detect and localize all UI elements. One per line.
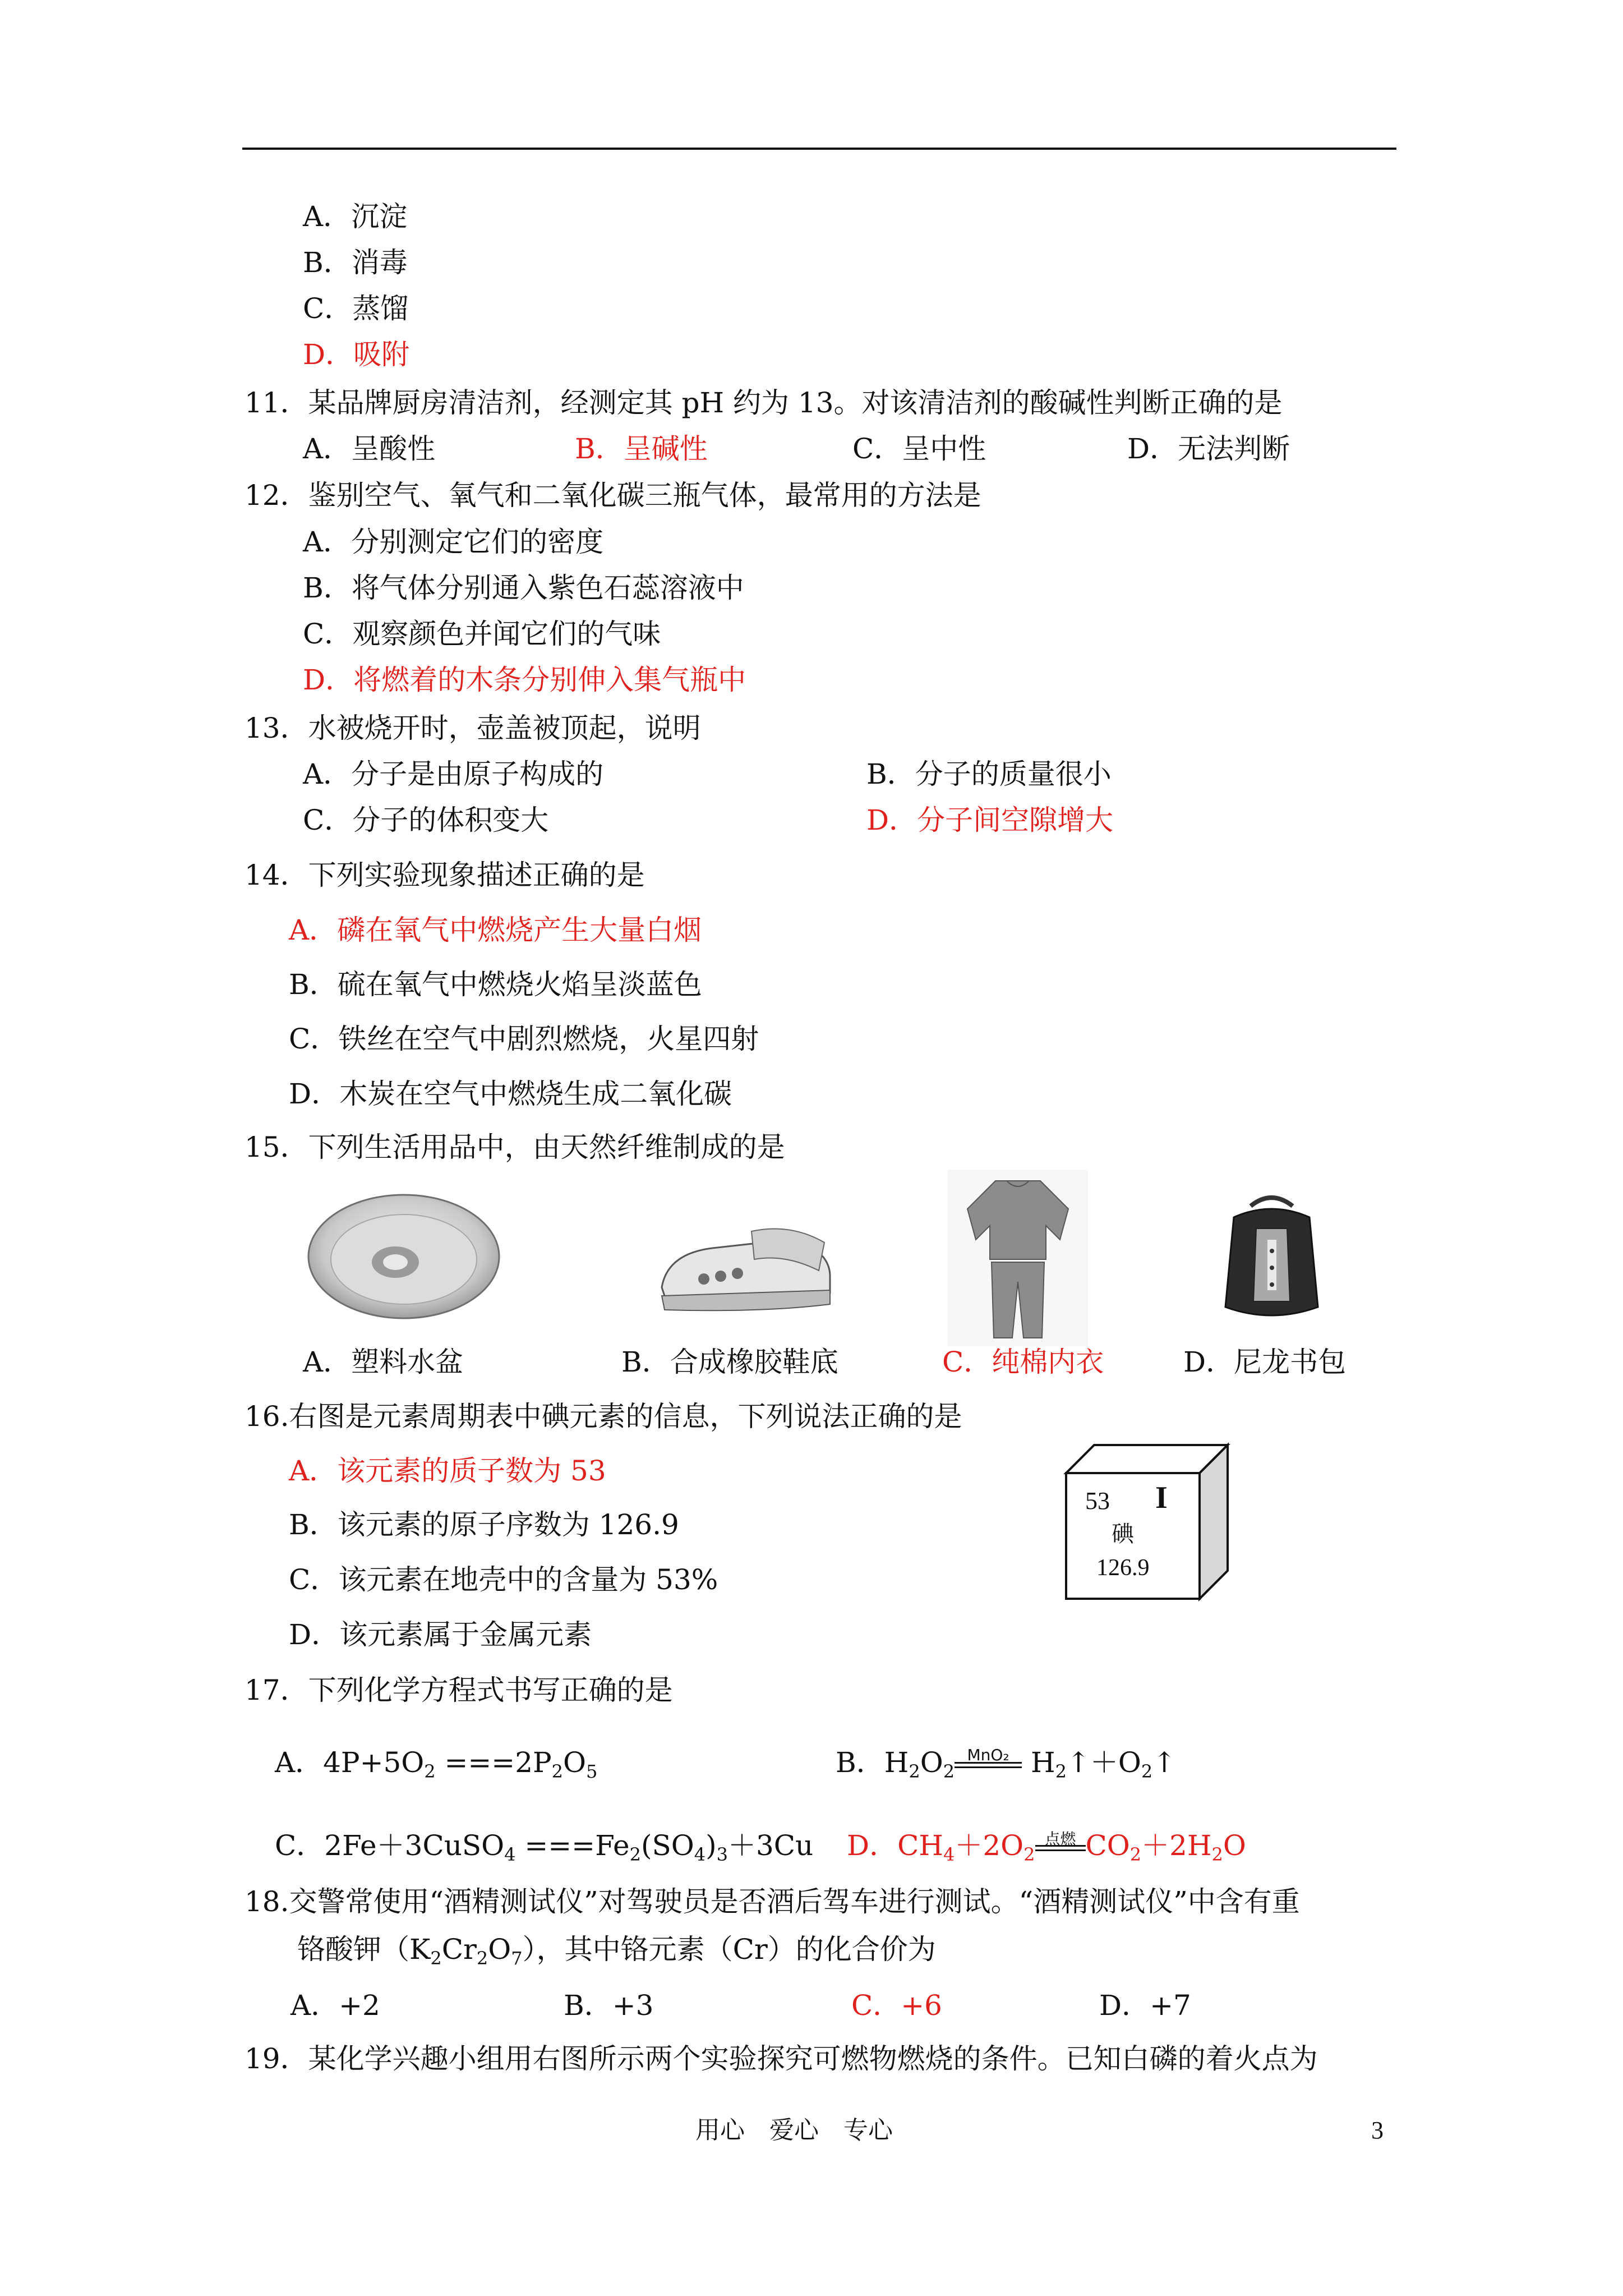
q14-option-b: B．硫在氧气中燃烧火焰呈淡蓝色 (289, 968, 702, 1001)
q16-option-b: B．该元素的原子序数为 126.9 (289, 1508, 679, 1541)
q10-option-d: D．吸附 (303, 338, 410, 371)
q17-d-condition: 点燃 (1044, 1829, 1076, 1848)
iodine-atomic-number: 53 (1085, 1487, 1110, 1515)
header-rule (242, 148, 1396, 150)
q18-stem-line2: 铬酸钾$(K_2Cr_2O_7)$，其中铬元素（Cr）的化合价为 (297, 1933, 936, 1969)
cotton-underwear-image (948, 1170, 1088, 1346)
q13-option-d: D．分子间空隙增大 (866, 804, 1114, 836)
q15-stem: 15．下列生活用品中，由天然纤维制成的是 (245, 1131, 785, 1163)
q12-option-b: B．将气体分别通入紫色石蕊溶液中 (303, 572, 744, 604)
q11-option-c: C．呈中性 (852, 432, 986, 465)
rubber-shoe-image (651, 1220, 836, 1315)
page-number: 3 (1371, 2116, 1384, 2144)
q18-option-a: A．+2 (291, 1989, 380, 2022)
q18-option-b: B．+3 (564, 1989, 654, 2022)
iodine-symbol: I (1155, 1480, 1168, 1515)
iodine-name: 碘 (1112, 1521, 1134, 1547)
footer-motto: 用心 爱心 专心 (695, 2116, 893, 2145)
q12-stem: 12．鉴别空气、氧气和二氧化碳三瓶气体，最常用的方法是 (245, 479, 981, 512)
q10-option-a: A．沉淀 (303, 200, 408, 233)
q17-option-b: B．$H_2O_2$ MnO₂ $H_2↑+O_2↑$ (836, 1746, 1176, 1779)
iodine-atomic-mass: 126.9 (1096, 1555, 1150, 1581)
q16-option-d: D．该元素属于金属元素 (289, 1618, 592, 1651)
q13-option-c: C．分子的体积变大 (303, 804, 549, 836)
q12-option-d: D．将燃着的木条分别伸入集气瓶中 (303, 664, 746, 696)
q11-option-a: A．呈酸性 (303, 432, 436, 465)
q12-option-a: A．分别测定它们的密度 (303, 526, 604, 558)
q13-option-a: A．分子是由原子构成的 (303, 758, 604, 790)
q16-option-a: A．该元素的质子数为 53 (289, 1455, 606, 1487)
q15-option-a: A．塑料水盆 (303, 1346, 464, 1378)
q12-option-c: C．观察颜色并闻它们的气味 (303, 618, 661, 650)
q14-option-d: D．木炭在空气中燃烧生成二氧化碳 (289, 1078, 732, 1110)
q14-option-c: C．铁丝在空气中剧烈燃烧，火星四射 (289, 1023, 759, 1055)
q19-stem: 19．某化学兴趣小组用右图所示两个实验探究可燃物燃烧的条件。已知白磷的着火点为 (245, 2042, 1318, 2075)
q18-stem-line1: 18.交警常使用“酒精测试仪”对驾驶员是否酒后驾车进行测试。“酒精测试仪”中含有重 (245, 1885, 1300, 1918)
q16-option-c: C．该元素在地壳中的含量为 53% (289, 1563, 718, 1596)
q18-option-d: D．+7 (1099, 1989, 1191, 2022)
q10-option-c: C．蒸馏 (303, 292, 409, 325)
q16-stem: 16.右图是元素周期表中碘元素的信息，下列说法正确的是 (245, 1400, 962, 1433)
q10-option-b: B．消毒 (303, 246, 408, 279)
q13-option-b: B．分子的质量很小 (866, 758, 1112, 790)
q17-option-a: A．$4P+5O_2 ===2P_2O_5$ (275, 1746, 598, 1782)
q11-option-b: B．呈碱性 (575, 432, 708, 465)
q11-stem: 11．某品牌厨房清洁剂，经测定其 pH 约为 13。对该清洁剂的酸碱性判断正确的是 (245, 386, 1283, 419)
q11-option-d: D．无法判断 (1127, 432, 1290, 465)
q15-option-c: C．纯棉内衣 (942, 1346, 1104, 1378)
q14-option-a: A．磷在氧气中燃烧产生大量白烟 (289, 914, 702, 946)
q17-stem: 17．下列化学方程式书写正确的是 (245, 1674, 673, 1706)
plastic-basin-image (303, 1189, 505, 1335)
q15-option-d: D．尼龙书包 (1183, 1346, 1347, 1378)
q17-b-catalyst: MnO₂ (967, 1745, 1009, 1764)
q15-option-b: B．合成橡胶鞋底 (621, 1346, 838, 1378)
q13-stem: 13．水被烧开时，壶盖被顶起，说明 (245, 712, 701, 744)
q17-option-d: D．$CH_4+2O_2$ 点燃 $CO_2+2H_2O$ (847, 1829, 1246, 1862)
q17-option-c: C．2Fe＋3CuSO$_4$ $===Fe_2(SO_4)_3+3Cu$ (275, 1829, 814, 1865)
q18-option-c: C．+6 (851, 1989, 942, 2022)
nylon-backpack-image (1217, 1189, 1326, 1324)
q14-stem: 14．下列实验现象描述正确的是 (245, 859, 645, 891)
